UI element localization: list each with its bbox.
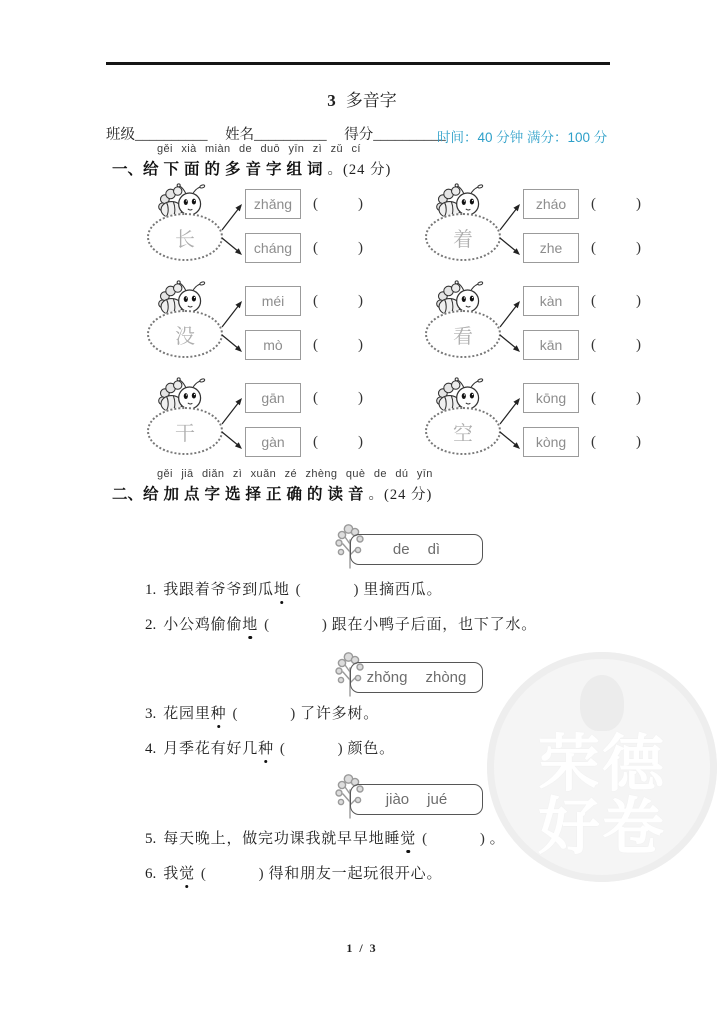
watermark-text: 荣德 <box>537 729 666 799</box>
dotted-character: 地 <box>242 613 258 634</box>
sentence-4: 4. 月季花有好几种 ( ) 颜色。 <box>145 737 395 758</box>
pinyin-options: zhǒng zhòng <box>350 662 483 693</box>
polyphone-grid <box>145 183 701 469</box>
dotted-character: 种 <box>258 737 274 758</box>
polyphone-item-gan: 干 gān ( ) gàn ( ) <box>145 377 423 469</box>
class-blank: __________ <box>135 127 208 143</box>
polyphone-item-chang: 长 zhǎng ( ) cháng ( ) <box>145 183 423 275</box>
score-field: 得分__________ <box>344 127 446 143</box>
time-score-note: 时间：40 分钟 满分：100 分 <box>437 130 608 145</box>
publisher-watermark <box>487 652 717 882</box>
page-title <box>0 86 724 111</box>
sentence-5: 5. 每天晚上，做完功课我就早早地睡觉 ( ) 。 <box>145 827 505 848</box>
pinyin-box: gàn <box>245 427 301 457</box>
polyphone-item-kong: 空 kōng ( ) kòng ( ) <box>423 377 701 469</box>
score-blank: __________ <box>373 127 446 143</box>
character-bubble: 看 <box>425 310 501 358</box>
sentence-1: 1. 我跟着爷爷到瓜地 ( ) 里摘西瓜。 <box>145 578 442 599</box>
section1-pinyin: gěi xià miàn de duō yīn zì zǔ cí <box>157 143 361 155</box>
pinyin-box: méi <box>245 286 301 316</box>
class-field: 班级__________ <box>106 127 208 143</box>
header-rule <box>106 62 610 65</box>
polyphone-item-zhe: 着 zháo ( ) zhe ( ) <box>423 183 701 275</box>
pinyin-box: kān <box>523 330 579 360</box>
pinyin-box: kàn <box>523 286 579 316</box>
character-bubble: 着 <box>425 213 501 261</box>
arrow-lines-icon <box>498 199 522 259</box>
pinyin-box: kòng <box>523 427 579 457</box>
dotted-character: 种 <box>211 702 227 723</box>
pinyin-box: mò <box>245 330 301 360</box>
character-bubble: 干 <box>147 407 223 455</box>
student-info-line <box>106 123 460 144</box>
pinyin-box: kōng <box>523 383 579 413</box>
pinyin-box: gān <box>245 383 301 413</box>
lesson-number: 3 <box>327 91 336 110</box>
arrow-lines-icon <box>498 296 522 356</box>
watermark-text: 好卷 <box>537 793 666 862</box>
polyphone-item-kan: 看 kàn ( ) kān ( ) <box>423 280 701 372</box>
pinyin-box: zhǎng <box>245 189 301 219</box>
arrow-lines-icon <box>498 393 522 453</box>
character-bubble: 没 <box>147 310 223 358</box>
sentence-2: 2. 小公鸡偷偷地 ( ) 跟在小鸭子后面，也下了水。 <box>145 613 537 634</box>
lesson-title: 多音字 <box>345 91 397 110</box>
dotted-character: 地 <box>274 578 290 599</box>
sentence-3: 3. 花园里种 ( ) 了许多树。 <box>145 702 379 723</box>
arrow-lines-icon <box>220 296 244 356</box>
section2-heading: 二、给加点字选择正确的读音。(24 分) <box>112 486 433 503</box>
polyphone-item-mei: 没 méi ( ) mò ( ) <box>145 280 423 372</box>
sentence-6: 6. 我觉 ( ) 得和朋友一起玩很开心。 <box>145 862 442 883</box>
name-field: 姓名__________ <box>225 127 327 143</box>
pinyin-box: cháng <box>245 233 301 263</box>
arrow-lines-icon <box>220 393 244 453</box>
dotted-character: 觉 <box>179 862 195 883</box>
pinyin-box: zhe <box>523 233 579 263</box>
dotted-character: 觉 <box>400 827 416 848</box>
page-number: 1 / 3 <box>346 941 378 955</box>
name-blank: __________ <box>254 127 327 143</box>
character-bubble: 空 <box>425 407 501 455</box>
character-bubble: 长 <box>147 213 223 261</box>
section1-heading: 一、给下面的多音字组词。(24 分) <box>112 161 392 178</box>
pinyin-options: de dì <box>350 534 483 565</box>
pinyin-options: jiào jué <box>350 784 483 815</box>
pinyin-box: zháo <box>523 189 579 219</box>
arrow-lines-icon <box>220 199 244 259</box>
section2-pinyin: gěi jiā diǎn zì xuǎn zé zhèng què de dú yīn <box>157 468 433 480</box>
